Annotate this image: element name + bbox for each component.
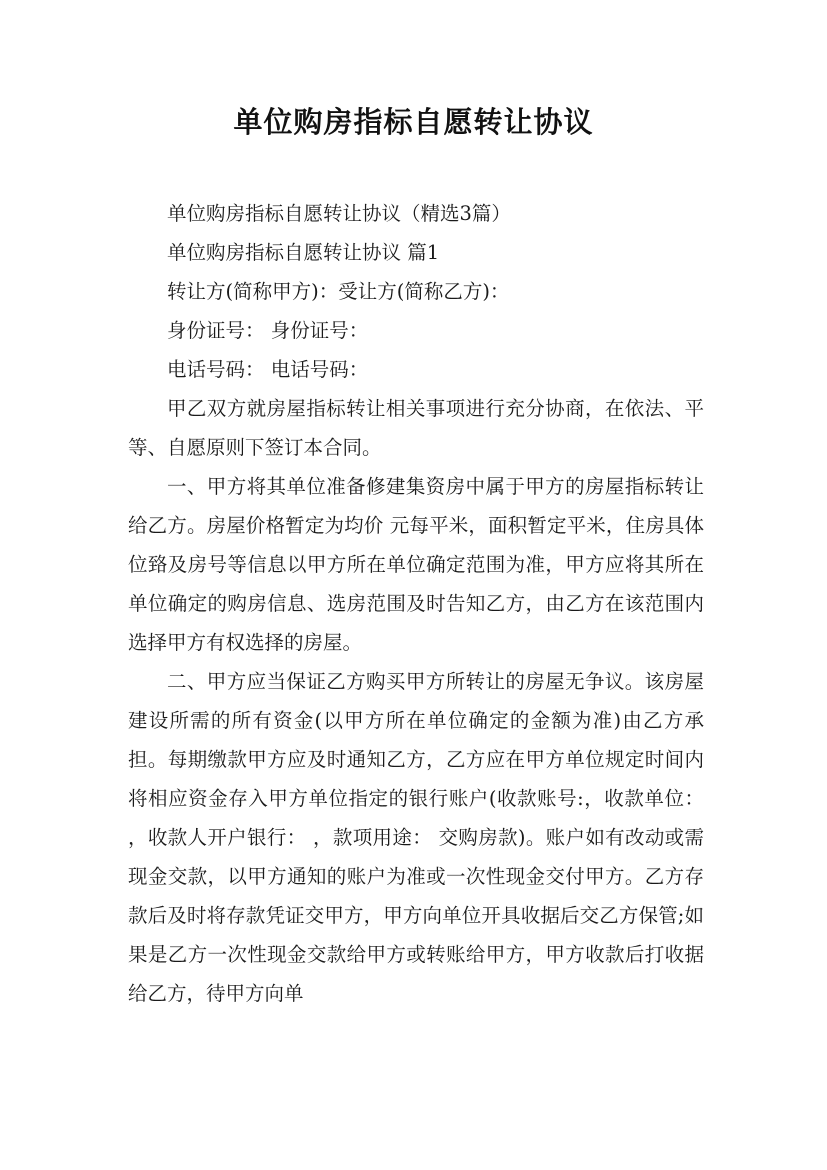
paragraph-preamble: 甲乙双方就房屋指标转让相关事项进行充分协商，在依法、平等、自愿原则下签订本合同。	[128, 397, 704, 459]
document-title: 单位购房指标自愿转让协议	[233, 105, 594, 139]
paragraph-section-title: 单位购房指标自愿转让协议 篇1	[167, 241, 440, 264]
document-body	[128, 194, 704, 1013]
paragraph-clause-1: 一、甲方将其单位准备修建集资房中属于甲方的房屋指标转让给乙方。房屋价格暂定为均价 元每平米，面积暂定平米，住房具体位臵及房号等信息以甲方所在单位确定范围为准，甲方应将其所在单位确定的购房信息、选房范围及时告知乙方，由乙方在该范围内选择甲方有权选择的房屋。	[128, 475, 704, 654]
paragraph-clause-2: 二、甲方应当保证乙方购买甲方所转让的房屋无争议。该房屋建设所需的所有资金(以甲方所在单位确定的金额为准)由乙方承担。每期缴款甲方应及时通知乙方，乙方应在甲方单位规定时间内将相应资金存入甲方单位指定的银行账户(收款账号:，收款单位： ，收款人开户银行： ，款项用途： 交购房款)。账户如有改动或需现金交款，以甲方通知的账户为准或一次性现金交付甲方。乙方存款后及时将存款凭证交甲方，甲方向单位开具收据后交乙方保管;如果是乙方一次性现金交款给甲方或转账给甲方，甲方收款后打收据给乙方，待甲方向单	[128, 670, 704, 1005]
paragraph-heading-collection: 单位购房指标自愿转让协议（精选3篇）	[167, 202, 511, 225]
paragraph-parties: 转让方(简称甲方)：受让方(简称乙方)：	[167, 280, 510, 303]
paragraph-id-numbers: 身份证号： 身份证号：	[167, 319, 369, 342]
paragraph-phone-numbers: 电话号码： 电话号码：	[167, 358, 369, 381]
